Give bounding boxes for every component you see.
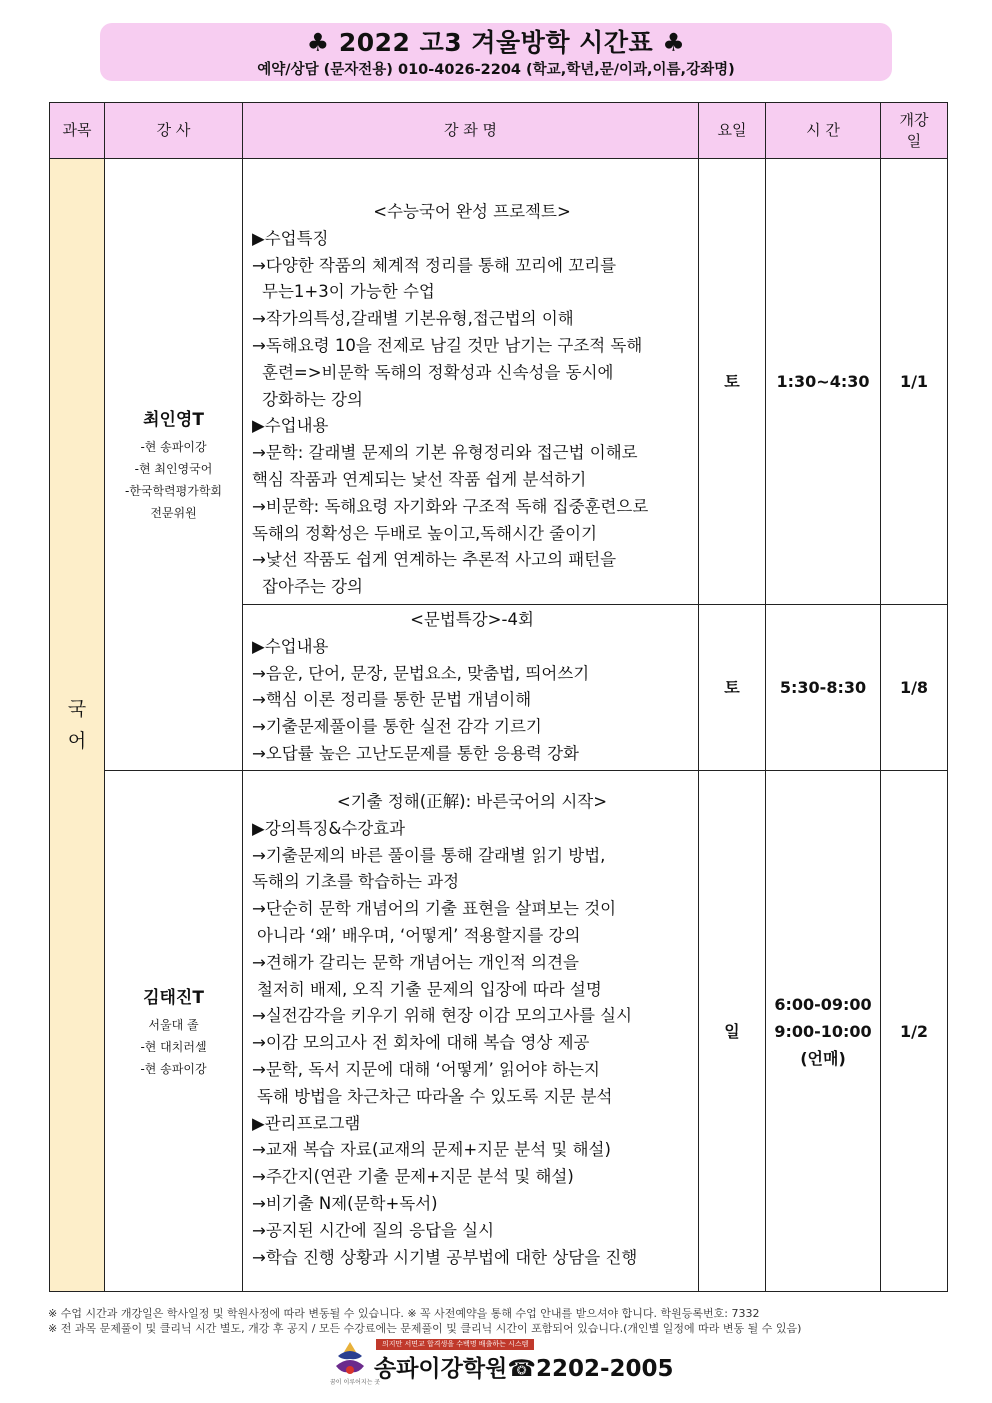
logo-tagline: 의지만 서면교 합격생을 수백명 배출하는 시스템 bbox=[376, 1339, 534, 1350]
course-line: →핵심 이론 정리를 통한 문법 개념이해 bbox=[252, 690, 532, 710]
course-title: <수능국어 완성 프로젝트> bbox=[373, 202, 571, 221]
teacher-credential: -한국학력평가학회 bbox=[124, 484, 223, 498]
column-header-opening bbox=[881, 103, 948, 159]
table-row bbox=[50, 771, 948, 1292]
logo-motto: 꿈이 이루어지는 곳 bbox=[330, 1379, 381, 1386]
course-line: ▶수업내용 bbox=[252, 636, 329, 656]
course-line: →다양한 작품의 체계적 정리를 통해 꼬리에 꼬리를 bbox=[252, 255, 617, 275]
course-line: 강화하는 강의 bbox=[262, 389, 363, 409]
course-line: 핵심 작품과 연계되는 낯선 작품 쉽게 분석하기 bbox=[252, 469, 587, 489]
column-header-subject: 과목 bbox=[50, 103, 105, 159]
teacher-name: 김태진T bbox=[143, 987, 204, 1008]
academy-logo bbox=[330, 1336, 674, 1386]
course-line: ▶관리프로그램 bbox=[252, 1113, 361, 1133]
day-cell: 토 bbox=[699, 605, 766, 771]
course-line: →비문학: 독해요령 자기화와 구조적 독해 집중훈련으로 bbox=[252, 496, 649, 516]
course-line: →교재 복습 자료(교재의 문제+지문 분석 및 해설) bbox=[252, 1140, 611, 1160]
course-line: 훈련=>비문학 독해의 정확성과 신속성을 동시에 bbox=[262, 362, 614, 382]
footnote: ※ 수업 시간과 개강일은 학사일정 및 학원사정에 따라 변동될 수 있습니다. ※ 꼭 사전예약을 통해 수업 안내를 받으셔야 합니다. 학원등록번호: 7332 bbox=[48, 1307, 760, 1320]
teacher-credential: 전문위원 bbox=[150, 506, 197, 520]
course-line: →견해가 갈리는 문학 개념어는 개인적 의견을 bbox=[252, 952, 579, 972]
teacher-cell bbox=[105, 159, 243, 771]
course-cell bbox=[243, 605, 699, 771]
time-line: 6:00-09:00 bbox=[774, 994, 872, 1014]
course-line: 독해의 기초를 학습하는 과정 bbox=[252, 872, 460, 892]
course-line: →이감 모의고사 전 회차에 대해 복습 영상 제공 bbox=[252, 1033, 590, 1053]
schedule-table bbox=[49, 102, 948, 1292]
opening-cell: 1/2 bbox=[881, 771, 948, 1292]
logo-mark-icon bbox=[332, 1340, 368, 1380]
opening-header-line1: 개강 bbox=[899, 110, 929, 129]
teacher-credential: -현 대치러셀 bbox=[140, 1039, 207, 1054]
subject-char-1: 국 bbox=[67, 698, 87, 720]
time-line: 5:30-8:30 bbox=[779, 678, 867, 697]
teacher-credential: -현 송파이강 bbox=[140, 440, 207, 454]
teacher-cell bbox=[105, 771, 243, 1292]
footnote: ※ 전 과목 문제풀이 및 클리닉 시간 별도, 개강 후 공지 / 모든 수강료에는 문제풀이 및 클리닉 시간이 포함되어 있습니다.(개인별 일정에 따라 변동 될 수 있음) bbox=[48, 1322, 802, 1335]
course-line: →실전감각을 키우기 위해 현장 이감 모의고사를 실시 bbox=[252, 1006, 633, 1026]
course-line: ▶수업내용 bbox=[252, 416, 329, 436]
time-line: 1:30~4:30 bbox=[776, 372, 870, 391]
day-cell: 일 bbox=[699, 771, 766, 1292]
course-line: ▶수업특징 bbox=[252, 228, 329, 248]
page-title: ♣ 2022 고3 겨울방학 시간표 ♣ bbox=[306, 28, 686, 57]
teacher-credential: 서울대 졸 bbox=[148, 1017, 199, 1032]
time-cell bbox=[766, 159, 881, 605]
course-title: <기출 정해(正解): 바른국어의 시작> bbox=[336, 792, 608, 811]
course-line: 철저히 배제, 오직 기출 문제의 입장에 따라 설명 bbox=[257, 979, 602, 999]
course-line: →기출문제의 바른 풀이를 통해 갈래별 읽기 방법, bbox=[252, 845, 606, 865]
course-line: →공지된 시간에 질의 응답을 실시 bbox=[252, 1220, 495, 1240]
course-line: ▶강의특징&수강효과 bbox=[252, 818, 406, 838]
course-title: <문법특강>-4회 bbox=[410, 610, 534, 629]
column-header-time: 시 간 bbox=[766, 103, 881, 159]
column-header-course: 강 좌 명 bbox=[243, 103, 699, 159]
course-line: →단순히 문학 개념어의 기출 표현을 살펴보는 것이 bbox=[252, 899, 617, 919]
course-line: →음운, 단어, 문장, 문법요소, 맞춤법, 띄어쓰기 bbox=[252, 663, 590, 683]
column-header-teacher: 강 사 bbox=[105, 103, 243, 159]
contact-subtitle: 예약/상담 (문자전용) 010-4026-2204 (학교,학년,문/이과,이름,강좌명) bbox=[257, 62, 735, 78]
time-cell bbox=[766, 605, 881, 771]
course-line: 독해의 정확성은 두배로 높이고,독해시간 줄이기 bbox=[252, 523, 598, 543]
academy-name-phone: 송파이강학원☎2202-2005 bbox=[374, 1356, 674, 1382]
teacher-credential: -현 최인영국어 bbox=[134, 462, 213, 476]
teacher-credential: -현 송파이강 bbox=[140, 1061, 207, 1076]
table-header-row bbox=[50, 103, 948, 159]
table-row bbox=[50, 159, 948, 605]
opening-cell: 1/1 bbox=[881, 159, 948, 605]
course-line: →오답률 높은 고난도문제를 통한 응용력 강화 bbox=[252, 743, 579, 763]
course-line: 아니라 ‘왜’ 배우며, ‘어떻게’ 적용할지를 강의 bbox=[257, 925, 581, 945]
course-line: →독해요령 10을 전제로 남길 것만 남기는 구조적 독해 bbox=[252, 335, 643, 355]
course-line: 무는1+3이 가능한 수업 bbox=[262, 282, 435, 302]
course-line: →기출문제풀이를 통한 실전 감각 기르기 bbox=[252, 717, 542, 737]
subject-cell bbox=[50, 159, 105, 1292]
teacher-name: 최인영T bbox=[143, 410, 204, 430]
time-cell bbox=[766, 771, 881, 1292]
page-header bbox=[100, 23, 892, 81]
time-line: (언매) bbox=[800, 1048, 846, 1068]
course-line: →문학, 독서 지문에 대해 ‘어떻게’ 읽어야 하는지 bbox=[252, 1059, 600, 1079]
course-line: →낯선 작품도 쉽게 연계하는 추론적 사고의 패턴을 bbox=[252, 550, 617, 570]
course-line: →주간지(연관 기출 문제+지문 분석 및 해설) bbox=[252, 1167, 574, 1187]
opening-cell: 1/8 bbox=[881, 605, 948, 771]
time-line: 9:00-10:00 bbox=[774, 1021, 872, 1041]
course-cell bbox=[243, 159, 699, 605]
subject-char-2: 어 bbox=[67, 730, 87, 752]
course-cell bbox=[243, 771, 699, 1292]
course-line: →비기출 N제(문학+독서) bbox=[252, 1193, 438, 1213]
opening-header-line2: 일 bbox=[906, 131, 922, 150]
course-line: →문학: 갈래별 문제의 기본 유형정리와 접근법 이해로 bbox=[252, 443, 638, 463]
column-header-day: 요일 bbox=[699, 103, 766, 159]
course-line: →작가의특성,갈래별 기본유형,접근법의 이해 bbox=[252, 309, 574, 329]
day-cell: 토 bbox=[699, 159, 766, 605]
course-line: 독해 방법을 차근차근 따라올 수 있도록 지문 분석 bbox=[257, 1086, 613, 1106]
course-line: →학습 진행 상황과 시기별 공부법에 대한 상담을 진행 bbox=[252, 1247, 638, 1267]
course-line: 잡아주는 강의 bbox=[262, 577, 363, 597]
